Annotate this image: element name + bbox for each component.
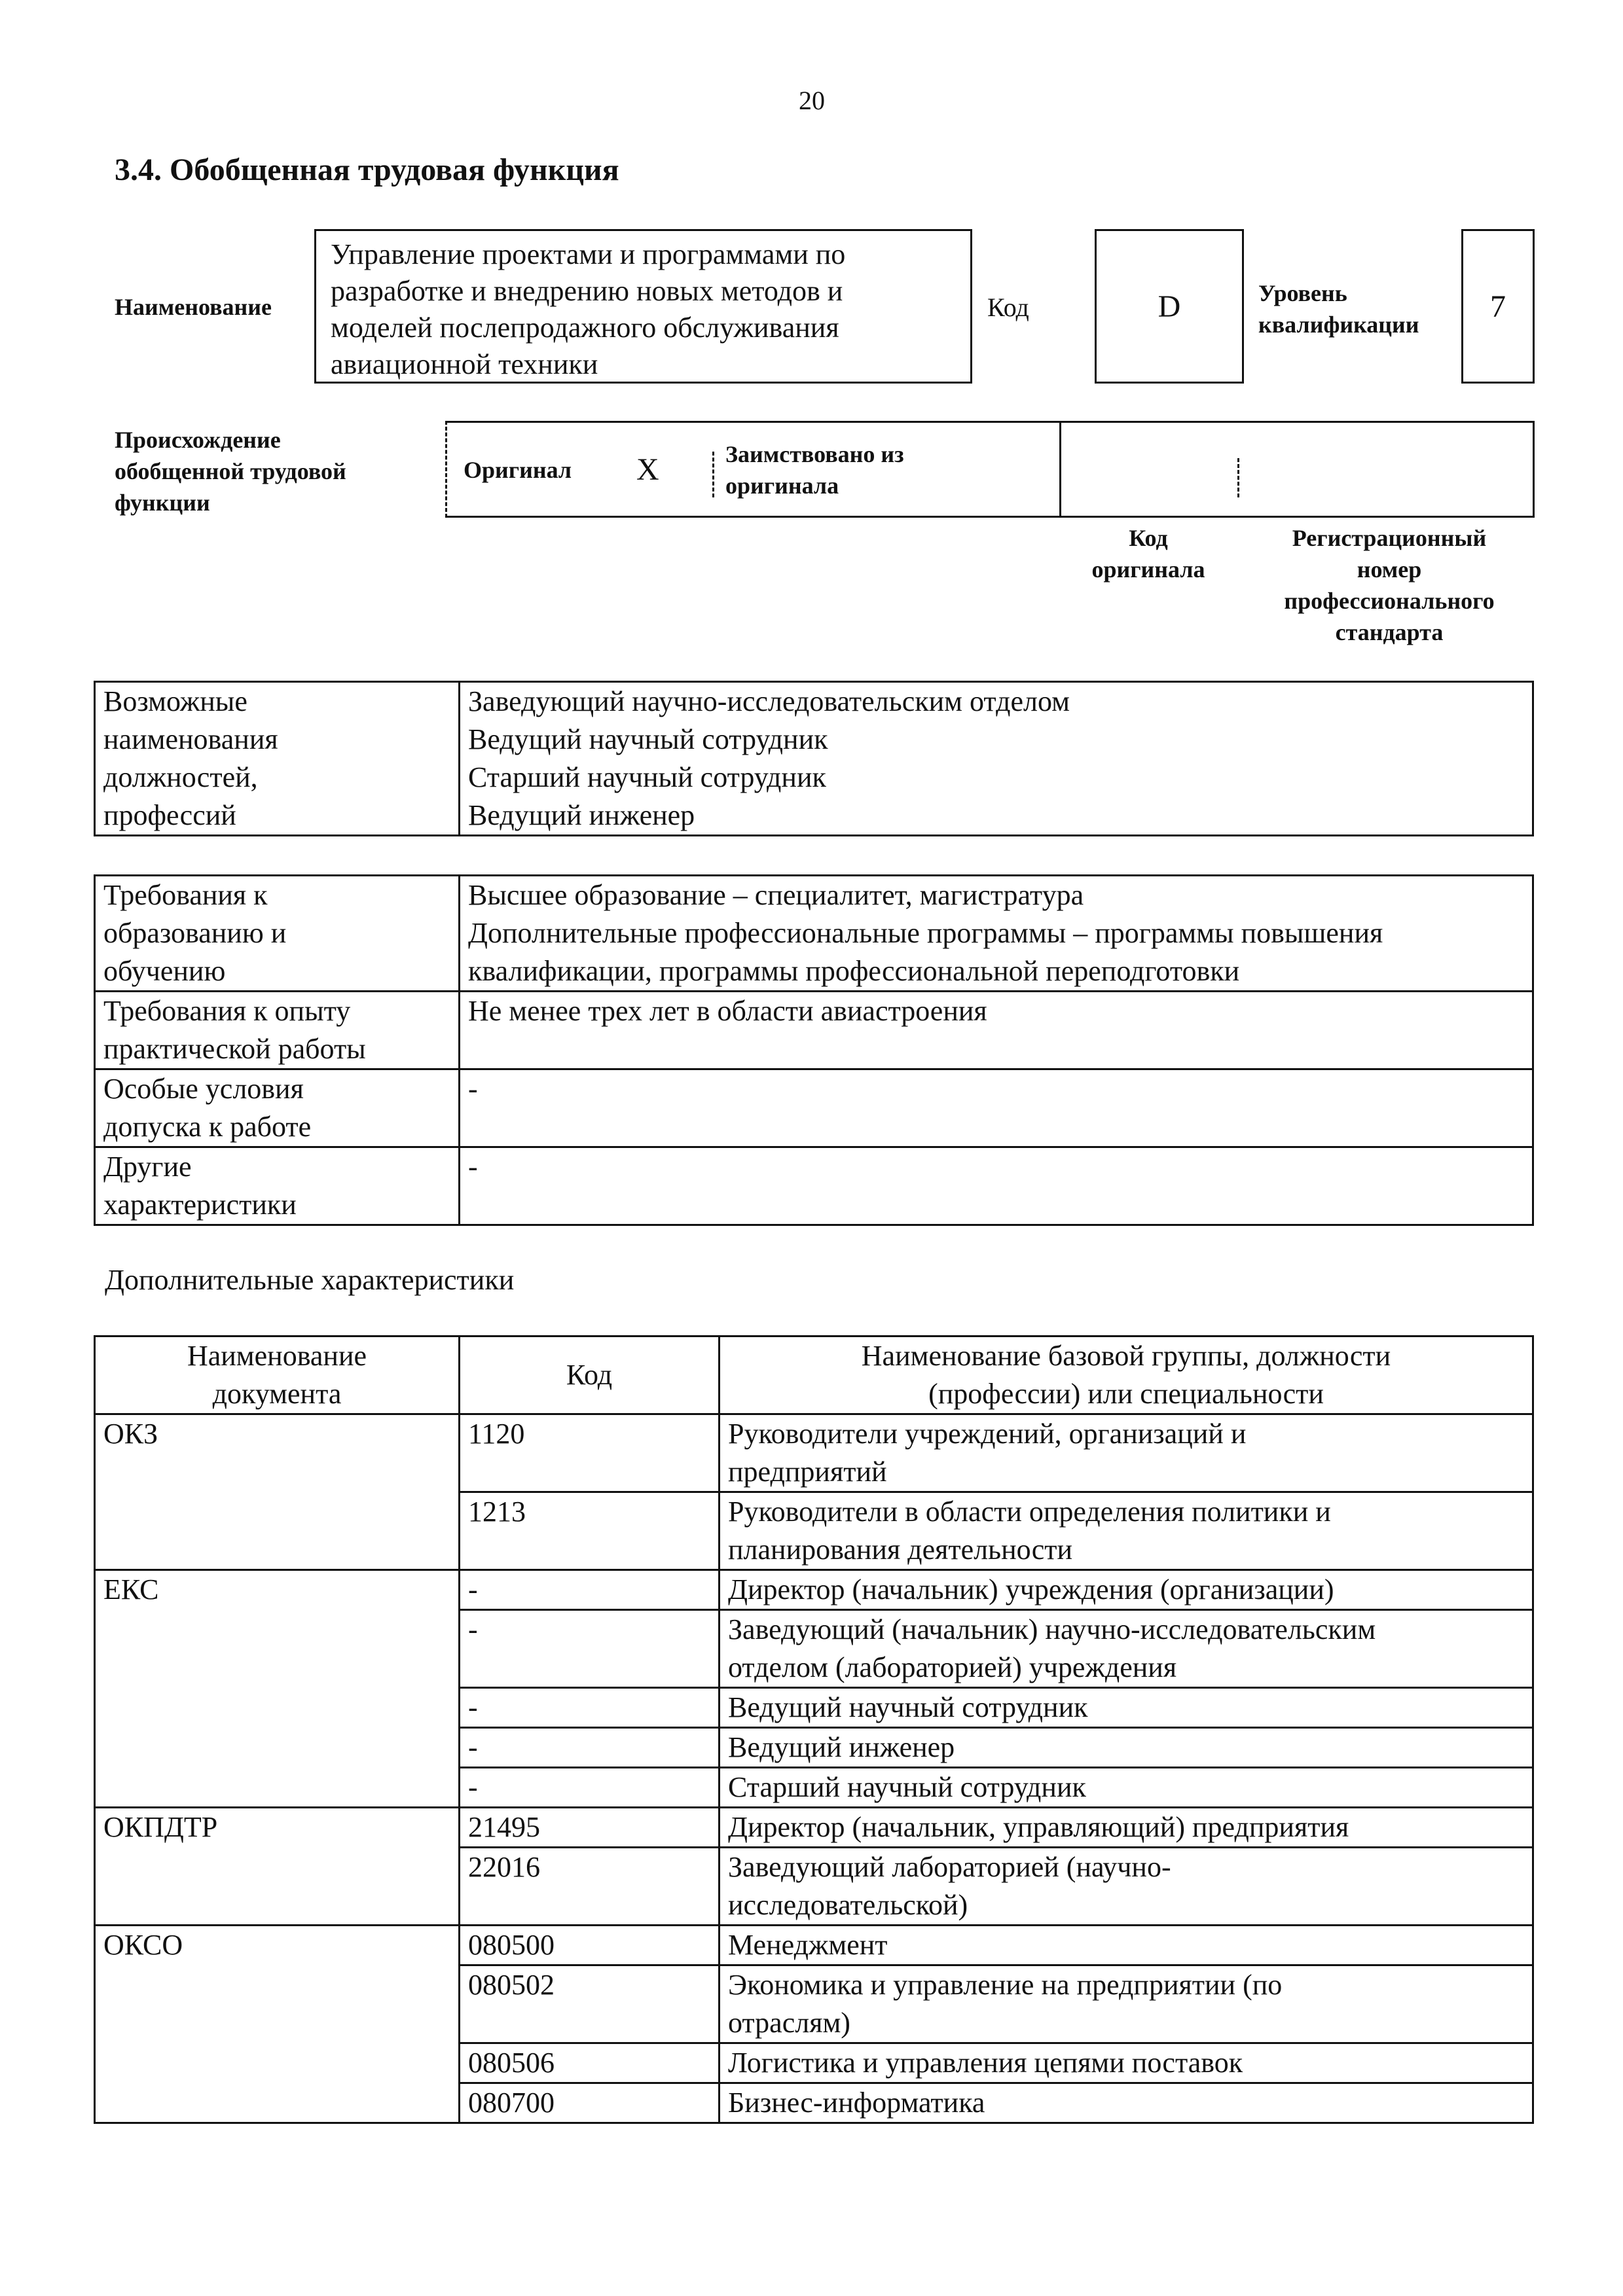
- name-line: Бизнес-информатика: [728, 2087, 985, 2119]
- position-item: Заведующий научно-исследовательским отделом: [468, 685, 1070, 717]
- code-cell: 080502: [460, 1965, 720, 2043]
- requirement-value-line: Высшее образование – специалитет, магистратура: [468, 879, 1084, 911]
- requirement-label: [95, 876, 460, 992]
- function-name-line: авиационной техники: [331, 348, 598, 380]
- name-cell: [720, 2083, 1533, 2123]
- code-cell: 1120: [460, 1414, 720, 1492]
- doc-cell: [95, 1492, 460, 1570]
- table-row: [95, 1848, 1533, 1926]
- name-line: отраслям): [728, 2007, 850, 2039]
- name-line: отделом (лабораторией) учреждения: [728, 1651, 1177, 1683]
- level-label-line: квалификации: [1258, 312, 1419, 338]
- name-cell: [720, 1926, 1533, 1965]
- doc-cell: [95, 1768, 460, 1808]
- caption-line: Регистрационный: [1292, 525, 1487, 551]
- requirement-label: [95, 992, 460, 1069]
- requirement-value: [460, 1147, 1533, 1225]
- doc-cell: [95, 2043, 460, 2083]
- additional-title: Дополнительные характеристики: [105, 1264, 515, 1296]
- name-line: Логистика и управления цепями поставок: [728, 2047, 1243, 2079]
- requirement-row-education: [95, 876, 1533, 992]
- requirement-value-line: Не менее трех лет в области авиастроения: [468, 995, 987, 1027]
- requirement-value: [460, 876, 1533, 992]
- name-line: Экономика и управление на предприятии (по: [728, 1969, 1283, 2001]
- name-line: Менеджмент: [728, 1929, 888, 1961]
- requirement-label-line: допуска к работе: [103, 1111, 312, 1143]
- origin-box: [445, 421, 1535, 518]
- requirement-label-line: Требования к опыту: [103, 995, 351, 1027]
- name-line: Заведующий (начальник) научно-исследовательским: [728, 1613, 1376, 1645]
- caption-line: профессионального: [1284, 588, 1495, 614]
- original-option: Оригинал: [464, 457, 572, 483]
- origin-divider: [1059, 421, 1061, 518]
- name-cell: [720, 1808, 1533, 1848]
- doc-cell: [95, 1728, 460, 1768]
- caption-line: оригинала: [1091, 556, 1205, 583]
- doc-cell: [95, 1848, 460, 1926]
- name-line: исследовательской): [728, 1889, 968, 1921]
- code-value: D: [1158, 289, 1181, 324]
- requirement-label-line: практической работы: [103, 1033, 366, 1065]
- function-name-box: [314, 229, 972, 384]
- positions-table: [94, 681, 1534, 836]
- positions-label-line: должностей,: [103, 761, 258, 793]
- code-cell: 21495: [460, 1808, 720, 1848]
- table-row: [95, 1492, 1533, 1570]
- doc-cell: ЕКС: [95, 1570, 460, 1610]
- table-row: [95, 1414, 1533, 1492]
- name-line: Руководители учреждений, организаций и: [728, 1418, 1247, 1450]
- origin-label-line: обобщенной трудовой: [115, 458, 346, 484]
- doc-cell: ОКЗ: [95, 1414, 460, 1492]
- col-doc-header: [95, 1336, 460, 1414]
- code-value-box: [1095, 229, 1244, 384]
- table-row: [95, 2043, 1533, 2083]
- code-cell: 22016: [460, 1848, 720, 1926]
- code-cell: 1213: [460, 1492, 720, 1570]
- name-line: Заведующий лабораторией (научно-: [728, 1851, 1171, 1883]
- caption-code-original: [1059, 522, 1237, 585]
- name-cell: [720, 1610, 1533, 1688]
- page-number: 20: [799, 86, 825, 115]
- borrowed-line: Заимствовано из: [725, 441, 904, 467]
- code-cell: -: [460, 1570, 720, 1610]
- table-row: [95, 1728, 1533, 1768]
- name-line: Руководители в области определения политики и: [728, 1496, 1331, 1528]
- borrowed-option: [725, 439, 904, 501]
- col-name-header: [720, 1336, 1533, 1414]
- requirement-row-other: [95, 1147, 1533, 1225]
- name-cell: [720, 1414, 1533, 1492]
- requirements-table: [94, 874, 1534, 1226]
- additional-header-row: [95, 1336, 1533, 1414]
- name-cell: [720, 1768, 1533, 1808]
- position-item: Ведущий научный сотрудник: [468, 723, 828, 755]
- additional-table: [94, 1335, 1534, 2124]
- origin-dash-divider: [712, 452, 714, 497]
- origin-label: [115, 424, 346, 518]
- code-cell: 080500: [460, 1926, 720, 1965]
- positions-list: [460, 682, 1533, 836]
- requirement-label: [95, 1147, 460, 1225]
- requirement-value: [460, 1069, 1533, 1147]
- name-line: Директор (начальник, управляющий) предприятия: [728, 1811, 1349, 1843]
- requirement-label-line: характеристики: [103, 1189, 297, 1221]
- requirement-value-line: -: [468, 1151, 478, 1183]
- header-line: Наименование базовой группы, должности: [861, 1340, 1391, 1372]
- function-name-line: моделей послепродажного обслуживания: [331, 312, 839, 344]
- header-line: Наименование: [187, 1340, 367, 1372]
- requirement-label-line: Другие: [103, 1151, 192, 1183]
- level-label: [1258, 278, 1419, 340]
- requirement-row-special: [95, 1069, 1533, 1147]
- positions-label: [95, 682, 460, 836]
- name-cell: [720, 1848, 1533, 1926]
- table-row: [95, 1808, 1533, 1848]
- table-row: [95, 1768, 1533, 1808]
- positions-label-line: Возможные: [103, 685, 247, 717]
- table-row: [95, 1570, 1533, 1610]
- code-cell: -: [460, 1728, 720, 1768]
- origin-label-line: функции: [115, 490, 210, 516]
- header-line: (профессии) или специальности: [928, 1378, 1324, 1410]
- section-title: 3.4. Обобщенная трудовая функция: [115, 152, 619, 187]
- requirement-value-line: квалификации, программы профессиональной переподготовки: [468, 955, 1240, 987]
- col-code-header: Код: [460, 1336, 720, 1414]
- requirement-value-line: -: [468, 1073, 478, 1105]
- code-cell: -: [460, 1688, 720, 1728]
- code-cell: 080700: [460, 2083, 720, 2123]
- position-item: Ведущий инженер: [468, 799, 695, 831]
- doc-cell: ОКСО: [95, 1926, 460, 1965]
- requirement-value: [460, 992, 1533, 1069]
- positions-label-line: профессий: [103, 799, 236, 831]
- doc-cell: [95, 2083, 460, 2123]
- code-cell: 080506: [460, 2043, 720, 2083]
- function-name-line: разработке и внедрению новых методов и: [331, 275, 843, 307]
- level-value-box: [1461, 229, 1535, 384]
- name-cell: [720, 1728, 1533, 1768]
- caption-line: номер: [1357, 556, 1422, 583]
- requirement-row-experience: [95, 992, 1533, 1069]
- table-row: [95, 2083, 1533, 2123]
- borrowed-line: оригинала: [725, 473, 839, 499]
- doc-cell: [95, 1688, 460, 1728]
- requirement-label-line: Требования к: [103, 879, 268, 911]
- code-cell: -: [460, 1610, 720, 1688]
- doc-cell: [95, 1610, 460, 1688]
- position-item: Старший научный сотрудник: [468, 761, 826, 793]
- name-line: Старший научный сотрудник: [728, 1771, 1086, 1803]
- name-cell: [720, 1965, 1533, 2043]
- name-cell: [720, 1570, 1533, 1610]
- name-line: Ведущий инженер: [728, 1731, 955, 1763]
- requirement-label-line: обучению: [103, 955, 226, 987]
- table-row: [95, 1965, 1533, 2043]
- code-label: Код: [987, 293, 1029, 322]
- table-row: [95, 1926, 1533, 1965]
- doc-cell: [95, 1965, 460, 2043]
- origin-dash-divider-2: [1237, 458, 1239, 497]
- original-mark: X: [636, 452, 659, 487]
- positions-label-line: наименования: [103, 723, 278, 755]
- name-line: Директор (начальник) учреждения (организации): [728, 1573, 1334, 1605]
- positions-row: [95, 682, 1533, 836]
- origin-left-edge: [445, 421, 447, 518]
- name-cell: [720, 1688, 1533, 1728]
- caption-line: стандарта: [1335, 619, 1444, 645]
- caption-reg-number: [1244, 522, 1535, 648]
- requirement-value-line: Дополнительные профессиональные программы – программы повышения: [468, 917, 1383, 949]
- table-row: [95, 1610, 1533, 1688]
- name-cell: [720, 1492, 1533, 1570]
- level-label-line: Уровень: [1258, 280, 1347, 306]
- header-line: документа: [212, 1378, 342, 1410]
- code-cell: -: [460, 1768, 720, 1808]
- function-name-line: Управление проектами и программами по: [331, 238, 846, 270]
- origin-label-line: Происхождение: [115, 427, 281, 453]
- caption-line: Код: [1129, 525, 1168, 551]
- name-line: предприятий: [728, 1456, 887, 1488]
- table-row: [95, 1688, 1533, 1728]
- requirement-label-line: Особые условия: [103, 1073, 304, 1105]
- doc-cell: ОКПДТР: [95, 1808, 460, 1848]
- name-label: Наименование: [115, 294, 272, 320]
- requirement-label-line: образованию и: [103, 917, 287, 949]
- level-value: 7: [1490, 289, 1506, 324]
- name-line: планирования деятельности: [728, 1534, 1073, 1566]
- name-line: Ведущий научный сотрудник: [728, 1691, 1088, 1723]
- requirement-label: [95, 1069, 460, 1147]
- name-cell: [720, 2043, 1533, 2083]
